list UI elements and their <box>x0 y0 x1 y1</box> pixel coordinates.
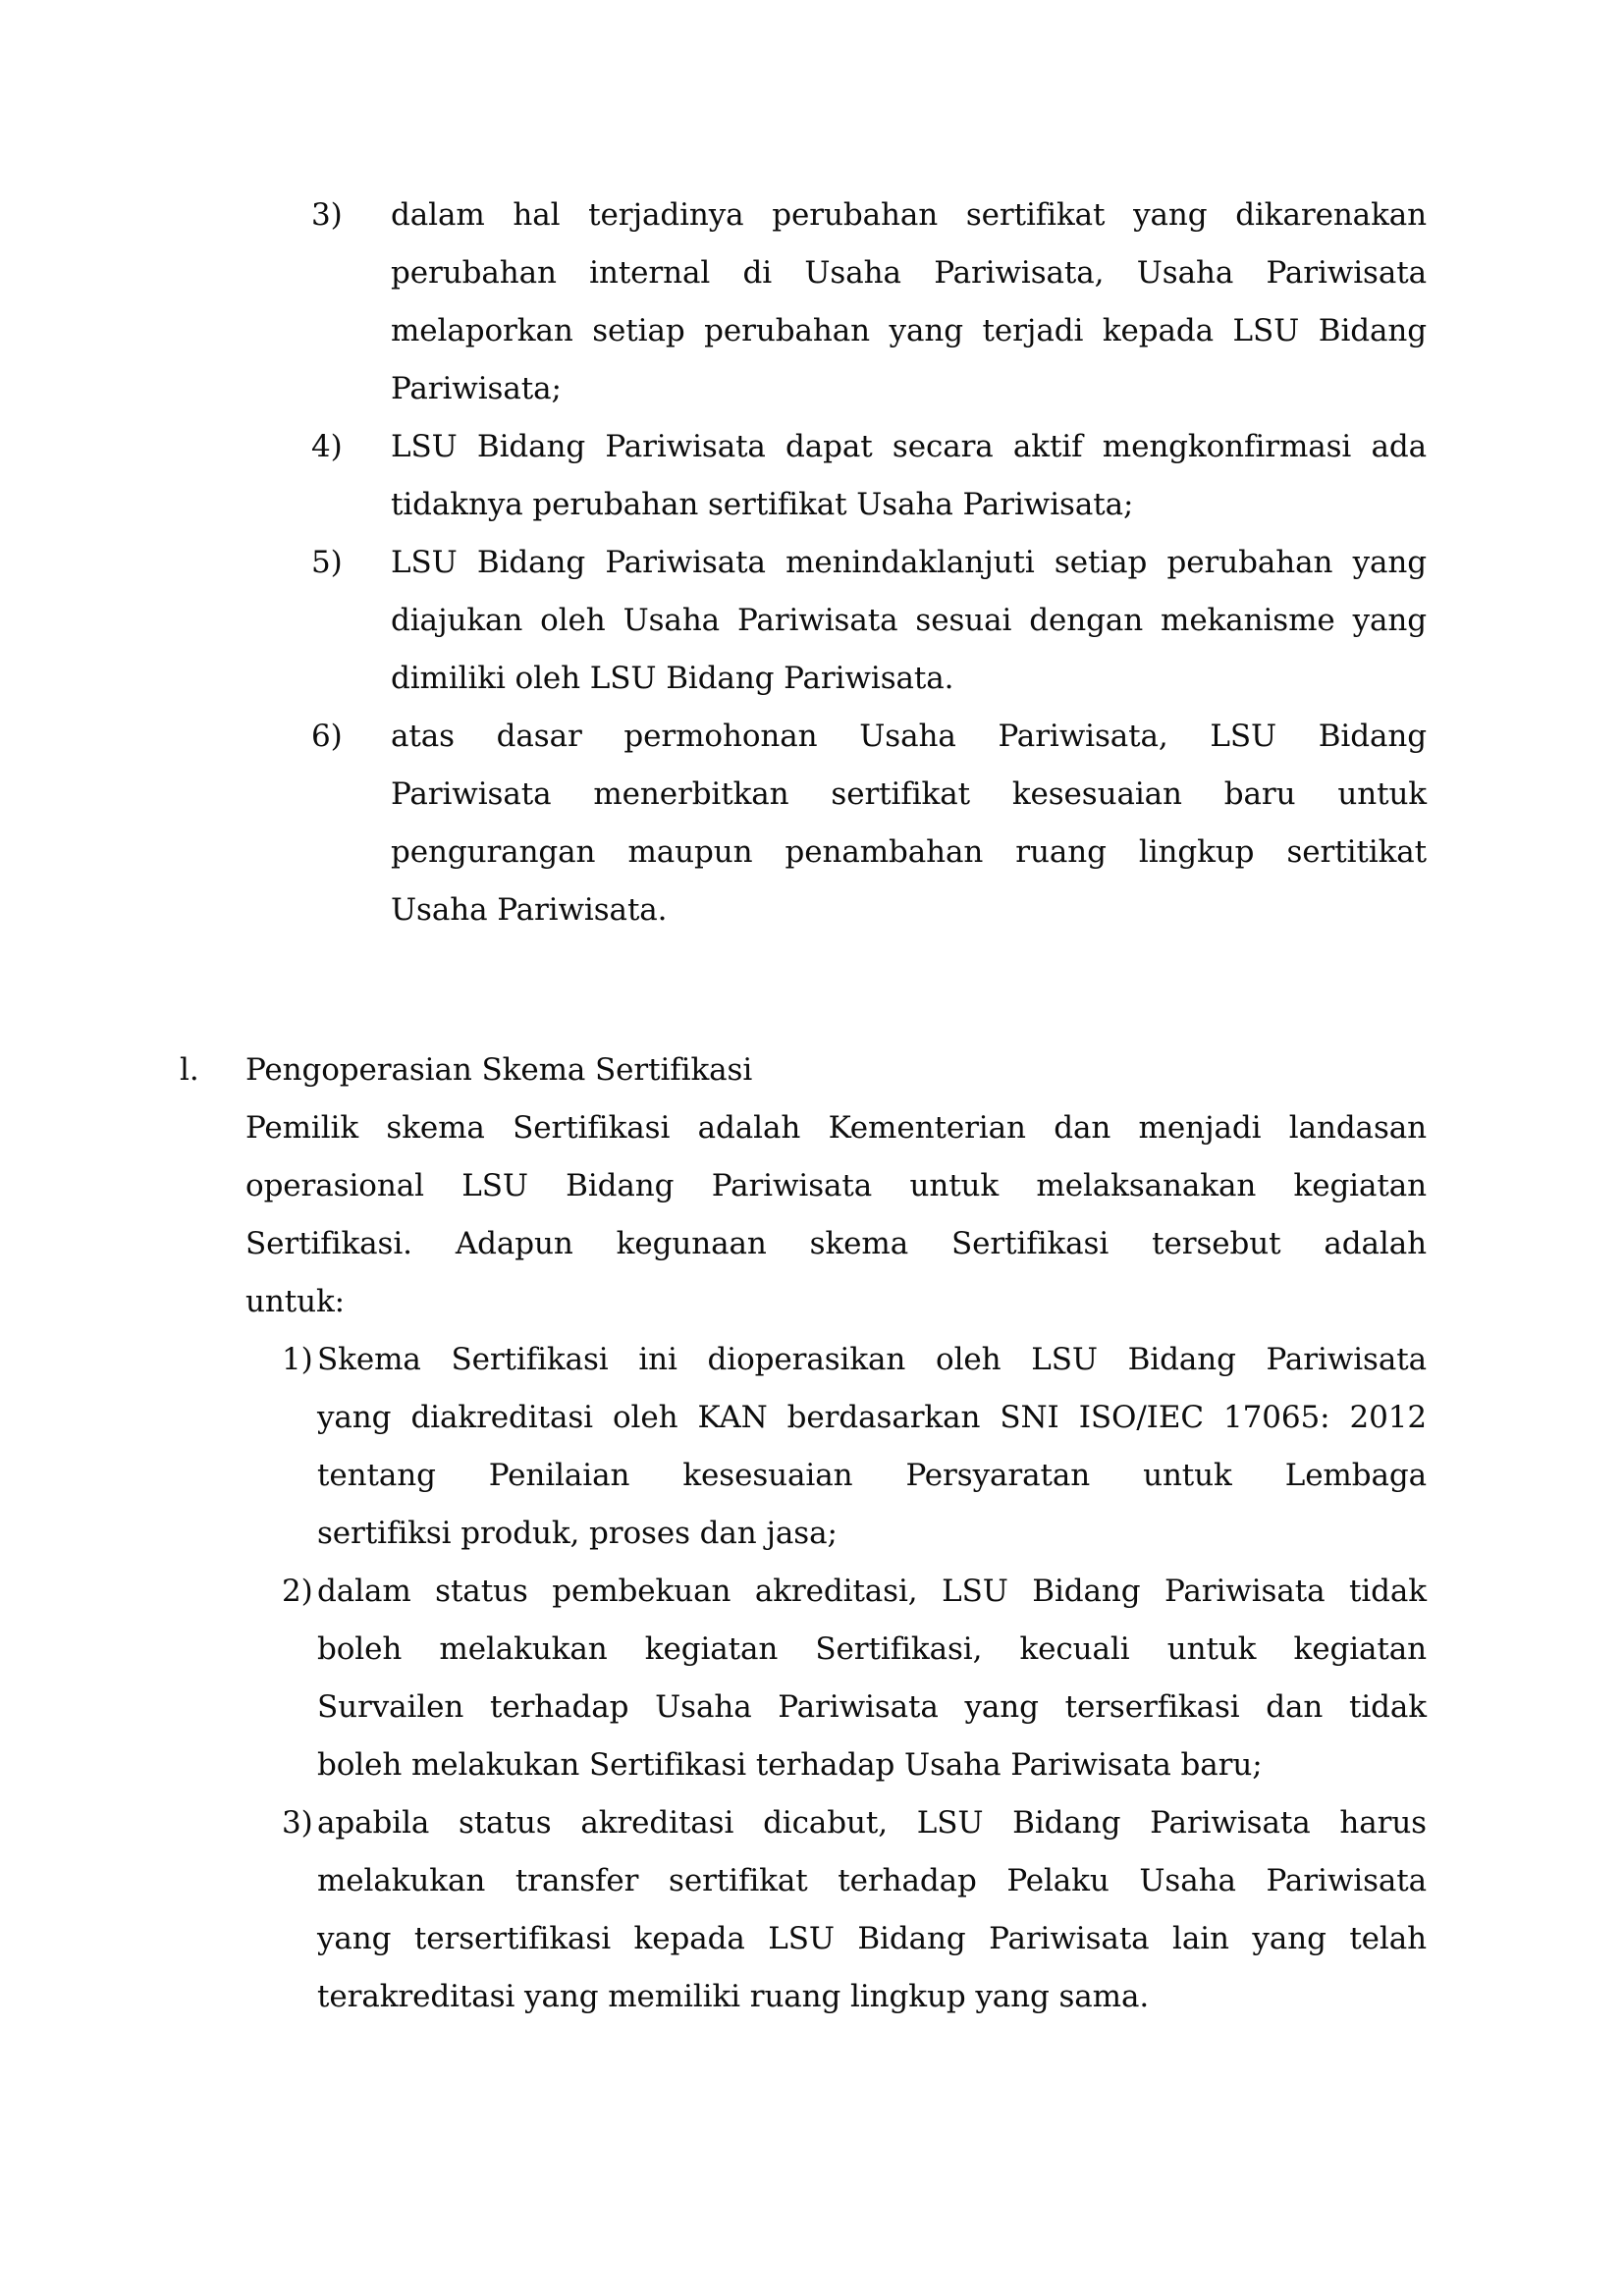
list-item <box>0 1331 1624 1563</box>
text-line: Sertifikasi. Adapun kegunaan skema Sertifikasi tersebut adalah <box>245 1226 1427 1261</box>
text-line: Pengoperasian Skema Sertifikasi <box>245 1052 753 1088</box>
text-line: terakreditasi yang memiliki ruang lingkup yang sama. <box>317 1979 1150 2014</box>
list-item <box>0 1794 1624 2026</box>
text-line: Pariwisata menerbitkan sertifikat kesesuaian baru untuk <box>391 776 1427 812</box>
text-line: perubahan internal di Usaha Pariwisata, Usaha Pariwisata <box>391 255 1427 291</box>
document-content <box>0 187 1624 2026</box>
text-lines <box>245 1041 1427 1099</box>
section-heading <box>0 1041 1624 1099</box>
list-marker: l. <box>180 1052 199 1088</box>
text-line: Pemilik skema Sertifikasi adalah Kementerian dan menjadi landasan <box>245 1110 1427 1146</box>
list-marker: 1) <box>282 1342 313 1377</box>
text-line: LSU Bidang Pariwisata menindaklanjuti setiap perubahan yang <box>391 545 1427 580</box>
text-lines <box>391 187 1427 418</box>
list-marker: 5) <box>311 545 343 580</box>
text-lines <box>317 1331 1427 1563</box>
text-line: yang diakreditasi oleh KAN berdasarkan SNI ISO/IEC 17065: 2012 <box>317 1400 1427 1435</box>
list-marker: 6) <box>311 719 343 754</box>
text-line: pengurangan maupun penambahan ruang lingkup sertitikat <box>391 834 1427 870</box>
text-line: atas dasar permohonan Usaha Pariwisata, LSU Bidang <box>391 719 1427 754</box>
paragraph <box>0 1099 1624 1331</box>
text-line: diajukan oleh Usaha Pariwisata sesuai dengan mekanisme yang <box>391 603 1427 638</box>
text-lines <box>391 534 1427 708</box>
text-lines <box>317 1563 1427 1794</box>
text-line: operasional LSU Bidang Pariwisata untuk melaksanakan kegiatan <box>245 1168 1427 1203</box>
text-lines <box>317 1794 1427 2026</box>
text-line: dimiliki oleh LSU Bidang Pariwisata. <box>391 661 954 696</box>
list-item <box>0 1563 1624 1794</box>
text-line: yang tersertifikasi kepada LSU Bidang Pariwisata lain yang telah <box>317 1921 1427 1956</box>
text-line: apabila status akreditasi dicabut, LSU Bidang Pariwisata harus <box>317 1805 1427 1841</box>
text-line: untuk: <box>245 1284 345 1319</box>
text-line: sertifiksi produk, proses dan jasa; <box>317 1516 838 1551</box>
text-line: LSU Bidang Pariwisata dapat secara aktif mengkonfirmasi ada <box>391 429 1427 464</box>
list-marker: 3) <box>311 197 343 233</box>
text-line: tentang Penilaian kesesuaian Persyaratan untuk Lembaga <box>317 1458 1427 1493</box>
list-item <box>0 534 1624 708</box>
list-item <box>0 708 1624 939</box>
text-line: Skema Sertifikasi ini dioperasikan oleh LSU Bidang Pariwisata <box>317 1342 1427 1377</box>
text-line: boleh melakukan kegiatan Sertifikasi, kecuali untuk kegiatan <box>317 1631 1427 1667</box>
text-line: tidaknya perubahan sertifikat Usaha Pariwisata; <box>391 487 1134 522</box>
list-marker: 4) <box>311 429 343 464</box>
list-marker: 3) <box>282 1805 313 1841</box>
text-lines <box>245 1099 1427 1331</box>
text-lines <box>391 418 1427 534</box>
text-line: melaporkan setiap perubahan yang terjadi kepada LSU Bidang <box>391 313 1427 348</box>
text-line: dalam hal terjadinya perubahan sertifikat yang dikarenakan <box>391 197 1427 233</box>
text-line: Usaha Pariwisata. <box>391 892 668 928</box>
list-item <box>0 418 1624 534</box>
text-line: dalam status pembekuan akreditasi, LSU Bidang Pariwisata tidak <box>317 1574 1427 1609</box>
text-line: boleh melakukan Sertifikasi terhadap Usaha Pariwisata baru; <box>317 1747 1263 1783</box>
list-marker: 2) <box>282 1574 313 1609</box>
text-lines <box>391 708 1427 939</box>
text-line: Survailen terhadap Usaha Pariwisata yang terserfikasi dan tidak <box>317 1689 1427 1725</box>
text-line: melakukan transfer sertifikat terhadap Pelaku Usaha Pariwisata <box>317 1863 1427 1898</box>
list-item <box>0 187 1624 418</box>
text-line: Pariwisata; <box>391 371 562 406</box>
